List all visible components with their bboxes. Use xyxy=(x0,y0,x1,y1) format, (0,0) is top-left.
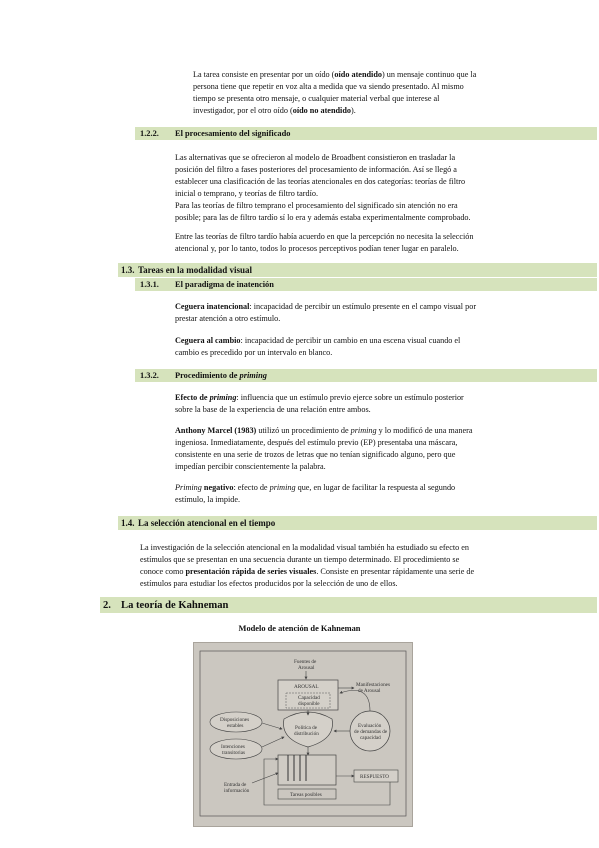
label-int-1: Intenciones xyxy=(221,744,245,750)
text-line: posible; para las de filtro tardío sí lo era y además estaba experimentalmente comprobado. xyxy=(175,213,471,222)
text-line: impedían percibir conscientemente la palabra. xyxy=(175,462,326,471)
heading-1-3-1-title: El paradigma de inatención xyxy=(175,280,274,289)
intro-line-4: investigador, por el otro oído (oído no atendido). xyxy=(193,106,356,115)
change-blindness-line-2: cambio es precedido por un intervalo en blanco. xyxy=(175,348,333,357)
inattentional-blindness-line-1: Ceguera inatencional: incapacidad de percibir un estímulo presente en el campo visual por xyxy=(175,302,477,311)
sec-1-4-line-1: La investigación de la selección atencional en la modalidad visual también ha estudiado su efecto en xyxy=(140,543,469,552)
heading-2-title: La teoría de Kahneman xyxy=(121,600,229,611)
label-arousal: AROUSAL xyxy=(294,684,319,690)
intro-line-3: tiempo se presenta otro mensaje, o cualquier material verbal que interese al xyxy=(193,94,440,103)
heading-1-3-title: Tareas en la modalidad visual xyxy=(138,265,253,275)
label-arousal-src: Arousal xyxy=(298,665,315,671)
kahneman-model-figure xyxy=(193,642,413,827)
text-line: Para las teorías de filtro temprano el procesamiento del significado sin atención no era xyxy=(175,201,458,210)
kahneman-diagram xyxy=(194,643,412,826)
heading-1-3-1-number: 1.3.1. xyxy=(140,280,159,289)
negative-priming-line-1: Priming negativo: efecto de priming que, en lugar de facilitar la respuesta al segundo xyxy=(175,483,456,492)
negative-priming-line-2: estímulo, la impide. xyxy=(175,495,241,504)
label-entrada-1: Entrada de xyxy=(224,782,247,788)
figure-caption: Modelo de atención de Kahneman xyxy=(238,624,361,633)
priming-effect-line-2: sobre la base de la experiencia de una relación entre ambos. xyxy=(175,405,371,414)
label-respuesto: RESPUESTO xyxy=(360,774,390,780)
heading-1-2-2-number: 1.2.2. xyxy=(140,129,159,138)
change-blindness-line-1: Ceguera al cambio: incapacidad de percibir un cambio en una escena visual cuando el xyxy=(175,336,461,345)
marcel-line-1: Anthony Marcel (1983) utilizó un procedimiento de priming y lo modificó de una manera xyxy=(175,426,473,435)
text-line: ingeniosa. Inmediatamente, después del estímulo previo (EP) presentaba una máscara, xyxy=(175,438,458,447)
sec-1-4-line-2: estímulos que se presentan en una secuencia durante un tiempo determinado. El procedimiento se xyxy=(140,555,460,564)
text-line: Las alternativas que se ofrecieron al modelo de Broadbent consistieron en trasladar la xyxy=(175,153,456,162)
intro-line-1: La tarea consiste en presentar por un oído (oído atendido) un mensaje continuo que la xyxy=(193,70,477,79)
heading-2-number: 2. xyxy=(103,600,111,611)
label-politica-2: distribución xyxy=(294,731,319,737)
label-fuentes: Fuentes de xyxy=(294,659,317,665)
label-disponible: disponible xyxy=(298,701,320,707)
sec-1-4-line-3: conoce como presentación rápida de series visuales. Consiste en presentar rápidamente una serie de xyxy=(140,567,475,576)
sec-1-4-line-4: estímulos para estudiar los efectos producidos por la selección de uno de ellos. xyxy=(140,579,398,588)
label-entrada-2: información xyxy=(224,788,250,794)
inattentional-blindness-line-2: prestar atención a otro estímulo. xyxy=(175,314,281,323)
heading-1-3-2-number: 1.3.2. xyxy=(140,371,159,380)
heading-1-3-number: 1.3. xyxy=(121,265,135,275)
text-line: inicial o temprano, y teorías de filtro tardío. xyxy=(175,189,319,198)
text-line: Entre las teorías de filtro tardío había acuerdo en que la percepción no necesita la selección xyxy=(175,232,474,241)
text-line: posición del filtro a fases posteriores del procesamiento de información. Así se llegó a xyxy=(175,165,457,174)
label-capacidad: Capacidad xyxy=(298,695,320,701)
heading-1-2-2-title: El procesamiento del significado xyxy=(175,129,291,138)
text-line: establecer una clasificación de las teorías atencionales en dos categorías: teorías de filtro xyxy=(175,177,466,186)
label-politica-1: Política de xyxy=(295,725,318,731)
heading-1-4-title: La selección atencional en el tiempo xyxy=(138,518,276,528)
label-tareas: Tareas posibles xyxy=(290,792,322,798)
text-line: consistente en una serie de trozos de letras que no tenían significado alguno, pero que xyxy=(175,450,456,459)
text-line: atencional y, por lo tanto, todos lo procesos perceptivos podían tener lugar en paralelo. xyxy=(175,244,459,253)
label-manif-1: Manifestaciones xyxy=(356,682,390,688)
label-eval-2: de demandas de xyxy=(354,729,388,735)
label-disp-2: estables xyxy=(227,723,244,729)
label-eval-3: capacidad xyxy=(360,735,381,741)
intro-line-2: persona tiene que repetir en voz alta a medida que va siendo presentado. Al mismo xyxy=(193,82,464,91)
label-int-2: transitorias xyxy=(222,750,246,756)
label-manif-2: de Arousal xyxy=(358,688,381,694)
heading-1-4-number: 1.4. xyxy=(121,518,135,528)
priming-effect-line-1: Efecto de priming: influencia que un estímulo previo ejerce sobre un estímulo posterior xyxy=(175,393,464,402)
label-eval-1: Evaluación xyxy=(358,723,382,729)
heading-1-3-2-title: Procedimiento de priming xyxy=(175,371,267,380)
label-disp-1: Disposiciones xyxy=(220,717,250,723)
